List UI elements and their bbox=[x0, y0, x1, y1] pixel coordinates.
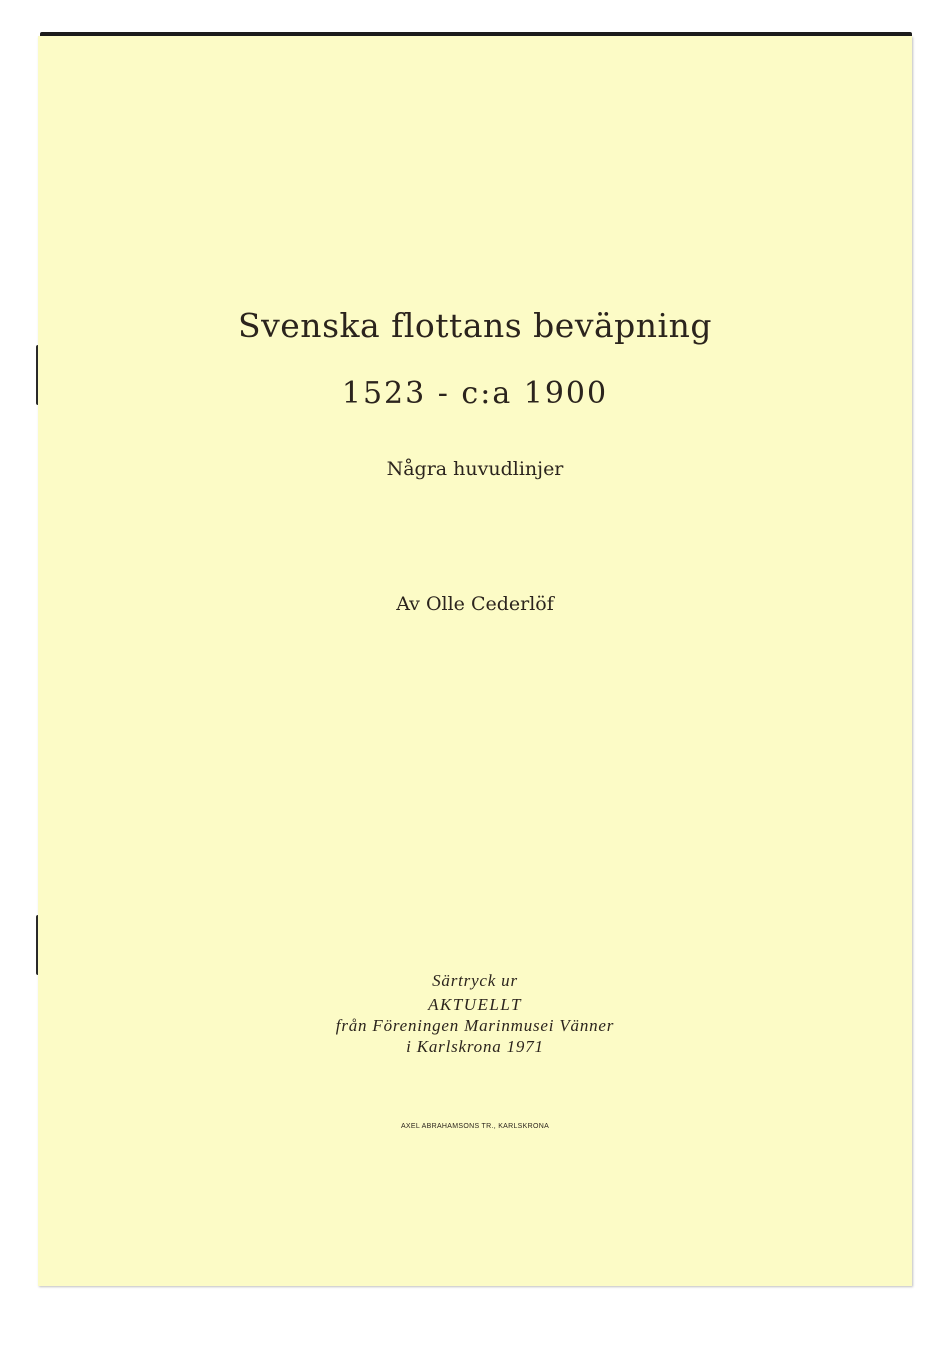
printer-credit: AXEL ABRAHAMSONS TR., KARLSKRONA bbox=[400, 1123, 550, 1130]
reprint-line-3: från Föreningen Marinmusei Vänner bbox=[335, 1016, 615, 1035]
reprint-line-1: Särtryck ur bbox=[432, 971, 518, 990]
reprint-note bbox=[38, 970, 912, 1057]
cover-author: Av Olle Cederlöf bbox=[396, 593, 554, 615]
cover-subtitle: Några huvudlinjer bbox=[386, 458, 564, 480]
cover-title: Svenska flottans beväpning bbox=[238, 306, 712, 345]
reprint-publication: AKTUELLT bbox=[428, 995, 522, 1014]
reprint-line-4: i Karlskrona 1971 bbox=[406, 1037, 544, 1056]
cover-years: 1523 - c:a 1900 bbox=[341, 376, 609, 411]
booklet-cover bbox=[38, 36, 912, 1286]
